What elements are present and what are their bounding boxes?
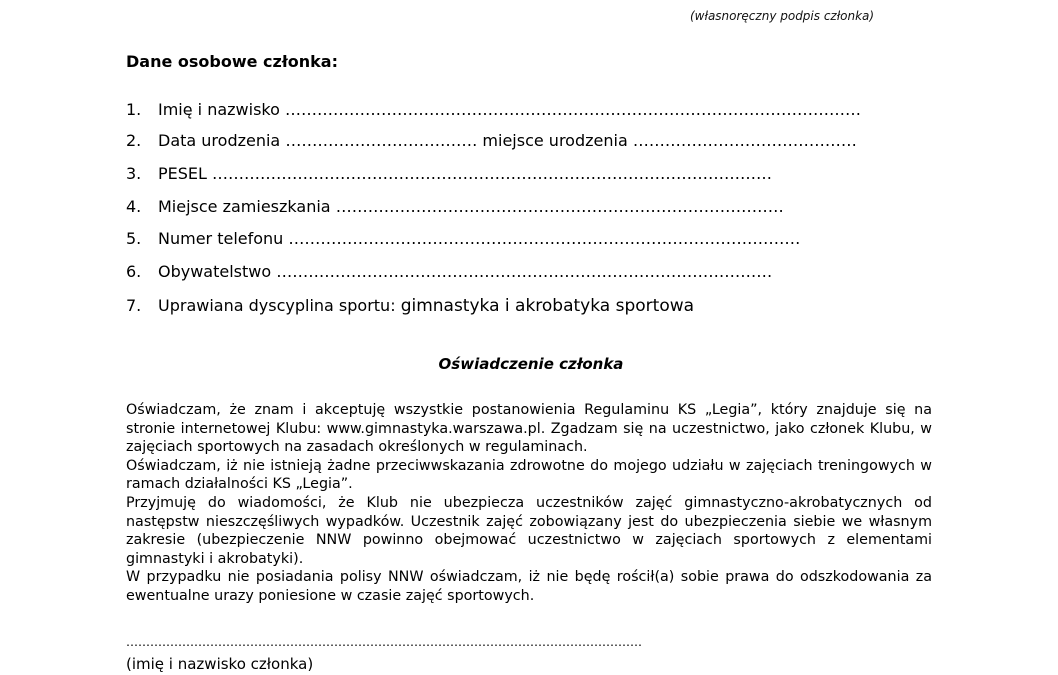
signature-label: (imię i nazwisko członka): [126, 655, 314, 673]
field-label: Uprawiana dyscyplina sportu:: [158, 296, 396, 315]
signature-line[interactable]: …………………………………………………………………………………………………………………: [126, 635, 642, 649]
statement-body: [126, 401, 932, 606]
field-full-name: [126, 100, 861, 119]
field-number: 6.: [126, 262, 142, 281]
field-number: 5.: [126, 229, 142, 248]
statement-paragraph: Przyjmuję do wiadomości, że Klub nie ubezpiecza uczestników zajęć gimnastyczno-akrobatycznych od następstw nieszczęśliwych wypadków. Uczestnik zajęć zobowiązany jest do ubezpieczenia siebie we własnym zakresie (ubezpieczenie NNW powinno obejmować uczestnictwo w zajęciach sportowych z elementami gimnastyki i akrobatyki).: [126, 494, 932, 567]
field-label: Obywatelstwo: [158, 262, 272, 281]
field-number: 3.: [126, 164, 142, 183]
field-number: 1.: [126, 100, 142, 119]
field-citizenship: [126, 262, 772, 281]
field-label: Numer telefonu: [158, 229, 284, 248]
field-number: 7.: [126, 296, 142, 315]
field-number: 2.: [126, 131, 142, 150]
field-label: Data urodzenia: [158, 131, 281, 150]
field-phone: [126, 229, 800, 248]
field-dots[interactable]: ……………………………………………………………………………………: [288, 229, 801, 248]
field-value: gimnastyka i akrobatyka sportowa: [400, 296, 695, 316]
field-label: Imię i nazwisko: [158, 100, 280, 119]
field-dots[interactable]: ………………………………………………………………………………………………: [285, 100, 861, 119]
field-label: PESEL: [158, 164, 207, 183]
field-label-birthplace: miejsce urodzenia: [482, 131, 628, 150]
statement-paragraph: Oświadczam, że znam i akceptuję wszystkie postanowienia Regulaminu KS „Legia”, który znajduje się na stronie internetowej Klubu: www.gimnastyka.warszawa.pl. Zgadzam się na uczestnictwo, jako członek Klubu, w zajęciach sportowych na zasadach określonych w regulaminach.: [126, 402, 932, 456]
field-dots-birthplace[interactable]: ……………………………………: [632, 131, 857, 150]
field-dots[interactable]: ……………………………………………………………………………………………: [212, 164, 773, 183]
statement-paragraph: Oświadczam, iż nie istnieją żadne przeciwwskazania zdrowotne do mojego udziału w zajęciach treningowych w ramach działalności KS „Legia”.: [126, 457, 932, 493]
field-dots[interactable]: …………………………………………………………………………: [335, 197, 784, 216]
field-label: Miejsce zamieszkania: [158, 197, 331, 216]
statement-title: Oświadczenie członka: [438, 355, 624, 373]
field-residence: [126, 197, 784, 216]
field-number: 4.: [126, 197, 142, 216]
personal-data-heading: Dane osobowe członka:: [126, 52, 338, 71]
field-sport-discipline: [126, 296, 694, 316]
field-dots[interactable]: …………………………………………………………………………………: [276, 262, 773, 281]
statement-paragraph: W przypadku nie posiadania polisy NNW oświadczam, iż nie będę rościł(a) sobie prawa do odszkodowania za ewentualne urazy poniesione w czasie zajęć sportowych.: [126, 569, 932, 604]
field-dots[interactable]: ………………………………: [285, 131, 478, 150]
field-pesel: [126, 164, 772, 183]
field-birth-date: [126, 131, 857, 150]
signature-caption: (własnoręczny podpis członka): [690, 9, 875, 23]
